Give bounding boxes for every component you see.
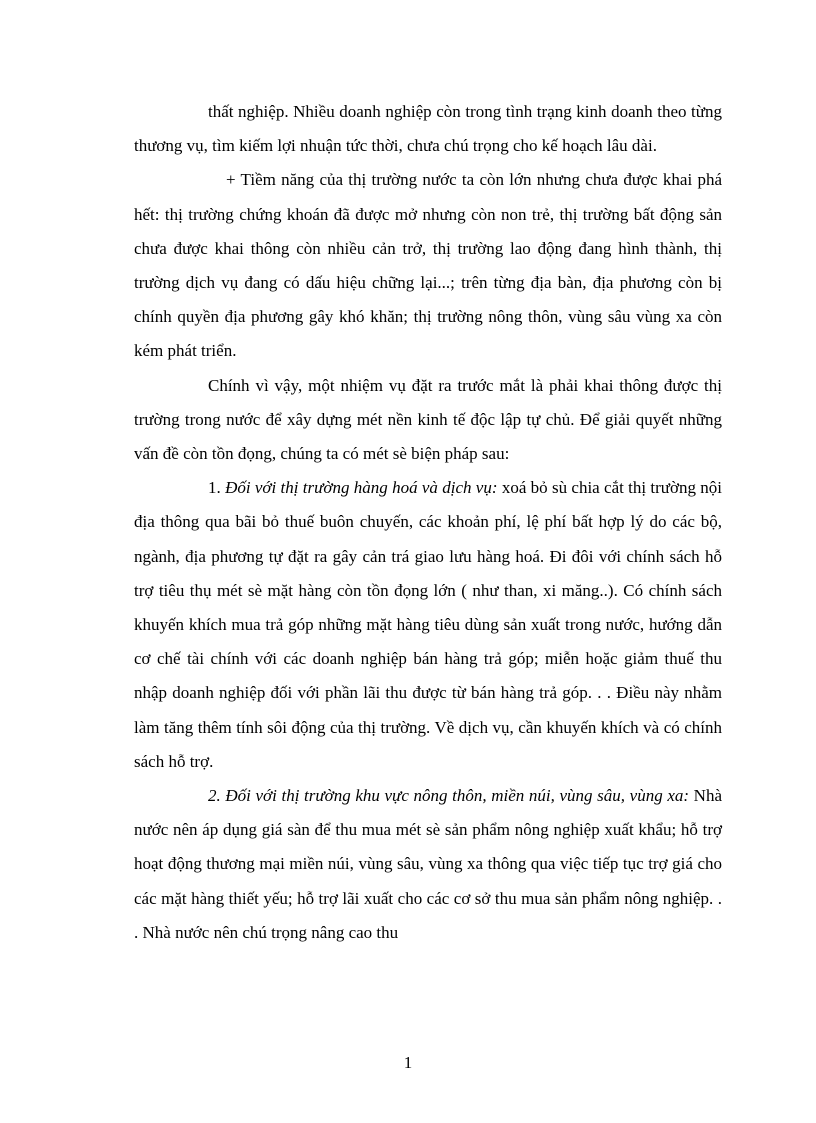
list-item-body: Nhà nước nên áp dụng giá sàn để thu mua mét sè sản phẩm nông nghiệp xuất khẩu; hỗ trợ hoạt động thương mại miền núi, vùng sâu, vùng xa thông qua việc tiếp tục trợ giá cho các mặt hàng thiết yếu; hỗ trợ lãi xuất cho các cơ sở thu mua sản phẩm nông nghiệp. . . Nhà nước nên chú trọng nâng cao thu [134, 786, 722, 942]
paragraph-solutions-intro: Chính vì vậy, một nhiệm vụ đặt ra trước mắt là phải khai thông được thị trường trong nước để xây dựng mét nền kinh tế độc lập tự chủ. Để giải quyết những vấn đề còn tồn đọng, chúng ta có mét sè biện pháp sau: [134, 375, 722, 464]
list-item-body: xoá bỏ sù chia cắt thị trường nội địa thông qua bãi bỏ thuế buôn chuyến, các khoản phí, lệ phí bất hợp lý do các bộ, ngành, địa phương tự đặt ra gây cản trá giao lưu hàng hoá. Đi đôi với chính sách hỗ trợ tiêu thụ mét sè mặt hàng còn tồn đọng lớn ( như than, xi măng..). Có chính sách khuyến khích mua trả góp những mặt hàng tiêu dùng sản xuất trong nước, hướng dẫn cơ chế tài chính với các doanh nghiệp bán hàng trả góp; miễn hoặc giảm thuế thu nhập doanh nghiệp đối với phần lãi thu được từ bán hàng trả góp. . . Điều này nhằm làm tăng thêm tính sôi động của thị trường. Về dịch vụ, cần khuyến khích và có chính sách hỗ trợ. [134, 478, 723, 771]
page-number: 1 [403, 1053, 413, 1072]
list-item-number: 1. [208, 478, 221, 498]
list-item-goods-services [134, 471, 722, 779]
paragraph-continuation: thất nghiệp. Nhiều doanh nghiệp còn trong tình trạng kinh doanh theo từng thương vụ, tìm kiếm lợi nhuận tức thời, chưa chú trọng cho kế hoạch lâu dài. [134, 102, 722, 156]
paragraph-market-potential: + Tiềm năng của thị trường nước ta còn lớn nhưng chưa được khai phá hết: thị trường chứng khoán đã được mở nhưng còn non trẻ, thị trường bất động sản chưa được khai thông còn nhiều cản trở, thị trường lao động đang hình thành, thị trường dịch vụ đang có dấu hiệu chững lại...; trên từng địa bàn, địa phương còn bị chính quyền địa phương gây khó khăn; thị trường nông thôn, vùng sâu vùng xa còn kém phát triển. [134, 170, 722, 361]
list-item-number: 2. [208, 786, 221, 806]
list-item-title: Đối với thị trường hàng hoá và dịch vụ: [225, 478, 498, 498]
list-item-rural-markets [134, 779, 722, 950]
document-body [134, 95, 722, 950]
list-item-title: Đối với thị trường khu vực nông thôn, miền núi, vùng sâu, vùng xa: [225, 786, 690, 806]
